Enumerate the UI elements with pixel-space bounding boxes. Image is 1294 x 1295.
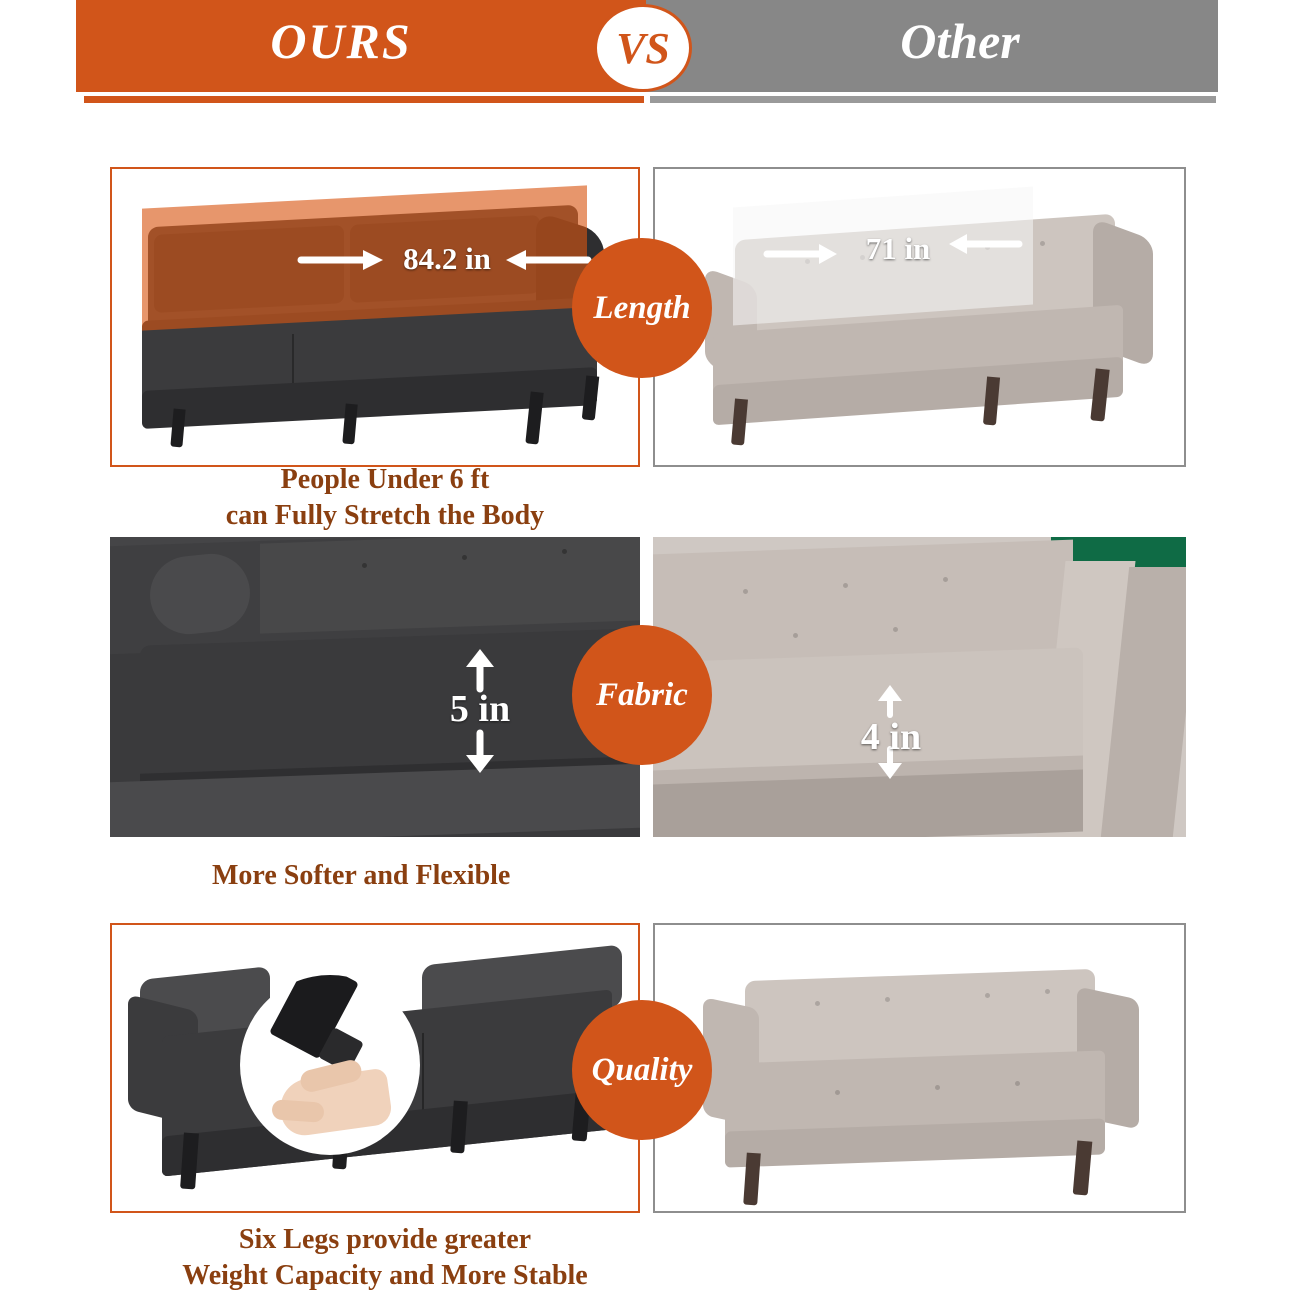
length-arrow-left-icon: [297, 247, 387, 273]
ours-length-panel: [110, 167, 640, 467]
ours-fabric-image: [110, 537, 640, 837]
thumb: [271, 1099, 324, 1123]
badge-fabric: Fabric: [572, 625, 712, 765]
ours-fabric-panel: [110, 537, 640, 837]
caption-quality-line1: Six Legs provide greater: [238, 1224, 532, 1255]
caption-length: [150, 462, 620, 534]
other-fabric-image: [653, 537, 1186, 837]
other-fabric-value: 4 in: [860, 716, 922, 758]
light-sofa-front-illustration: [685, 945, 1165, 1205]
ours-thickness-arrow-down-icon: [462, 729, 498, 775]
comparison-header: [0, 0, 1294, 96]
other-thickness-arrow-up-icon: [875, 683, 905, 719]
vs-badge: VS: [594, 4, 692, 92]
header-rule-left: [84, 96, 644, 103]
ours-length-value: 84.2 in: [403, 241, 491, 276]
other-quality-image: [655, 925, 1184, 1211]
badge-length: Length: [572, 238, 712, 378]
other-length-image: [655, 169, 1184, 465]
ours-quality-panel: [110, 923, 640, 1213]
header-rule-right: [650, 96, 1216, 103]
length-arrow-right-icon: [502, 247, 592, 273]
badge-quality: Quality: [572, 1000, 712, 1140]
other-length-value: 71 in: [865, 231, 931, 266]
caption-quality-line2: Weight Capacity and More Stable: [182, 1259, 588, 1291]
caption-length-line1: People Under 6 ft: [280, 464, 490, 495]
other-length-arrow-left-icon: [763, 241, 841, 267]
caption-fabric-line1: More Softer and Flexible: [212, 860, 511, 891]
ours-length-image: [112, 169, 638, 465]
ours-fabric-value: 5 in: [449, 688, 511, 730]
other-length-panel: [653, 167, 1186, 467]
caption-length-line2: can Fully Stretch the Body: [225, 499, 545, 531]
other-quality-panel: [653, 923, 1186, 1213]
header-other-label: Other: [900, 13, 1020, 69]
other-length-arrow-right-icon: [945, 231, 1023, 257]
ours-quality-image: [112, 925, 638, 1211]
caption-quality: [150, 1222, 620, 1294]
other-fabric-panel: [653, 537, 1186, 837]
caption-fabric: [150, 858, 620, 894]
header-ours-label: OURS: [270, 13, 412, 69]
